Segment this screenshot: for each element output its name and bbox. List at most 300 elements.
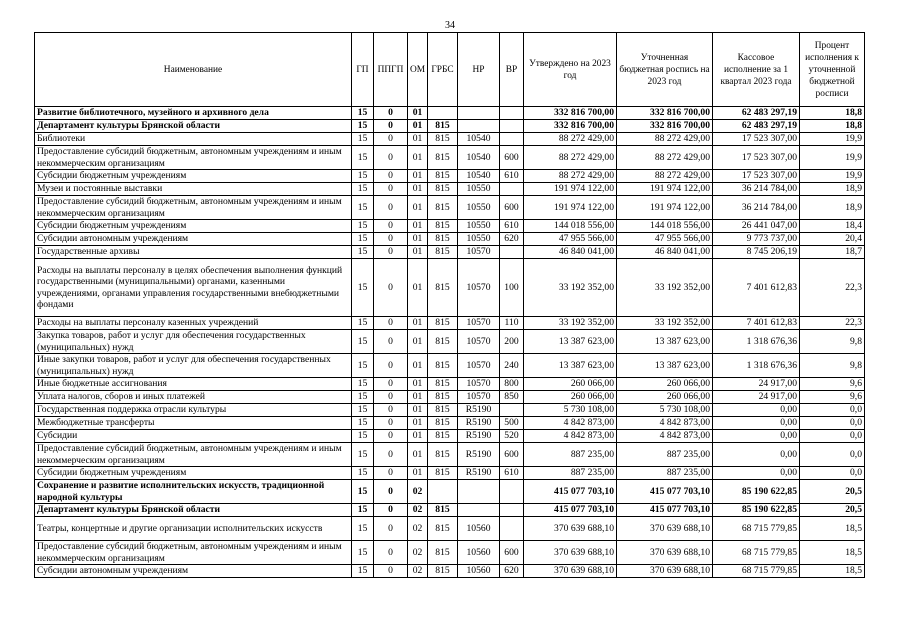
column-header: ОМ	[408, 33, 428, 107]
cell-om: 01	[408, 404, 428, 417]
cell-percent: 18,5	[800, 517, 865, 541]
table-row	[35, 480, 865, 504]
cell-executed: 17 523 307,00	[713, 170, 800, 183]
cell-approved: 370 639 688,10	[524, 541, 617, 565]
cell-om: 01	[408, 467, 428, 480]
cell-ppgp: 0	[374, 480, 408, 504]
cell-gp: 15	[352, 246, 374, 259]
cell-executed: 68 715 779,85	[713, 541, 800, 565]
row-name: Субсидии	[35, 430, 352, 443]
row-name: Театры, концертные и другие организации исполнительских искусств	[35, 517, 352, 541]
cell-gp: 15	[352, 146, 374, 170]
cell-vr	[500, 246, 524, 259]
column-header: НР	[458, 33, 500, 107]
table-row	[35, 467, 865, 480]
cell-refined: 13 387 623,00	[617, 354, 713, 378]
cell-grbs: 815	[428, 330, 458, 354]
cell-approved: 46 840 041,00	[524, 246, 617, 259]
cell-om: 01	[408, 330, 428, 354]
cell-nr: 10570	[458, 354, 500, 378]
cell-nr: 10570	[458, 378, 500, 391]
cell-percent: 18,8	[800, 120, 865, 133]
cell-om: 01	[408, 317, 428, 330]
cell-percent: 18,5	[800, 565, 865, 578]
cell-approved: 332 816 700,00	[524, 107, 617, 120]
cell-executed: 17 523 307,00	[713, 133, 800, 146]
table-row	[35, 354, 865, 378]
cell-grbs: 815	[428, 404, 458, 417]
cell-vr	[500, 120, 524, 133]
cell-nr: 10540	[458, 170, 500, 183]
cell-ppgp: 0	[374, 430, 408, 443]
cell-executed: 0,00	[713, 467, 800, 480]
cell-gp: 15	[352, 330, 374, 354]
table-row	[35, 246, 865, 259]
cell-ppgp: 0	[374, 517, 408, 541]
cell-refined: 47 955 566,00	[617, 233, 713, 246]
cell-percent: 9,6	[800, 378, 865, 391]
cell-om: 02	[408, 480, 428, 504]
cell-ppgp: 0	[374, 565, 408, 578]
cell-percent: 18,8	[800, 107, 865, 120]
cell-grbs: 815	[428, 354, 458, 378]
row-name: Государственные архивы	[35, 246, 352, 259]
cell-gp: 15	[352, 259, 374, 317]
cell-gp: 15	[352, 354, 374, 378]
cell-percent: 18,5	[800, 541, 865, 565]
cell-approved: 5 730 108,00	[524, 404, 617, 417]
cell-executed: 85 190 622,85	[713, 480, 800, 504]
cell-vr: 800	[500, 378, 524, 391]
cell-percent: 0,0	[800, 417, 865, 430]
cell-refined: 415 077 703,10	[617, 504, 713, 517]
column-header: Утверждено на 2023 год	[524, 33, 617, 107]
cell-executed: 1 318 676,36	[713, 354, 800, 378]
cell-refined: 887 235,00	[617, 443, 713, 467]
table-row	[35, 430, 865, 443]
cell-nr: 10560	[458, 541, 500, 565]
row-name: Предоставление субсидий бюджетным, автономным учреждениям и иным некоммерческим организациям	[35, 443, 352, 467]
column-header: Уточненная бюджетная роспись на 2023 год	[617, 33, 713, 107]
cell-approved: 260 066,00	[524, 391, 617, 404]
cell-percent: 18,9	[800, 183, 865, 196]
row-name: Закупка товаров, работ и услуг для обеспечения государственных (муниципальных) нужд	[35, 330, 352, 354]
cell-grbs: 815	[428, 417, 458, 430]
cell-ppgp: 0	[374, 183, 408, 196]
cell-vr: 500	[500, 417, 524, 430]
cell-grbs: 815	[428, 133, 458, 146]
table-row	[35, 378, 865, 391]
cell-grbs: 815	[428, 183, 458, 196]
table-row	[35, 133, 865, 146]
cell-refined: 370 639 688,10	[617, 541, 713, 565]
cell-ppgp: 0	[374, 107, 408, 120]
cell-percent: 19,9	[800, 133, 865, 146]
cell-grbs: 815	[428, 196, 458, 220]
cell-om: 01	[408, 391, 428, 404]
cell-om: 01	[408, 133, 428, 146]
cell-ppgp: 0	[374, 504, 408, 517]
cell-executed: 62 483 297,19	[713, 120, 800, 133]
column-header: ГП	[352, 33, 374, 107]
row-name: Государственная поддержка отрасли культуры	[35, 404, 352, 417]
cell-executed: 9 773 737,00	[713, 233, 800, 246]
cell-ppgp: 0	[374, 317, 408, 330]
table-row	[35, 170, 865, 183]
budget-table	[34, 32, 865, 578]
cell-nr: R5190	[458, 443, 500, 467]
cell-gp: 15	[352, 233, 374, 246]
cell-refined: 88 272 429,00	[617, 133, 713, 146]
cell-grbs: 815	[428, 378, 458, 391]
cell-vr	[500, 480, 524, 504]
cell-refined: 4 842 873,00	[617, 417, 713, 430]
cell-executed: 36 214 784,00	[713, 183, 800, 196]
cell-executed: 24 917,00	[713, 378, 800, 391]
row-name: Уплата налогов, сборов и иных платежей	[35, 391, 352, 404]
cell-om: 01	[408, 378, 428, 391]
cell-refined: 88 272 429,00	[617, 170, 713, 183]
cell-nr	[458, 480, 500, 504]
cell-nr: 10560	[458, 565, 500, 578]
cell-grbs: 815	[428, 259, 458, 317]
cell-executed: 0,00	[713, 443, 800, 467]
cell-executed: 8 745 206,19	[713, 246, 800, 259]
table-row	[35, 317, 865, 330]
cell-nr: 10570	[458, 391, 500, 404]
cell-om: 01	[408, 107, 428, 120]
cell-om: 01	[408, 146, 428, 170]
cell-grbs: 815	[428, 541, 458, 565]
cell-nr: 10570	[458, 330, 500, 354]
cell-approved: 144 018 556,00	[524, 220, 617, 233]
row-name: Межбюджетные трансферты	[35, 417, 352, 430]
cell-approved: 887 235,00	[524, 443, 617, 467]
cell-vr	[500, 517, 524, 541]
cell-om: 01	[408, 354, 428, 378]
table-row	[35, 196, 865, 220]
cell-nr: 10560	[458, 517, 500, 541]
cell-executed: 17 523 307,00	[713, 146, 800, 170]
cell-vr: 110	[500, 317, 524, 330]
cell-gp: 15	[352, 467, 374, 480]
cell-grbs	[428, 107, 458, 120]
cell-approved: 191 974 122,00	[524, 196, 617, 220]
cell-grbs: 815	[428, 565, 458, 578]
cell-grbs: 815	[428, 467, 458, 480]
table-row	[35, 107, 865, 120]
cell-ppgp: 0	[374, 233, 408, 246]
cell-percent: 18,7	[800, 246, 865, 259]
table-row	[35, 391, 865, 404]
row-name: Субсидии бюджетным учреждениям	[35, 220, 352, 233]
cell-gp: 15	[352, 196, 374, 220]
table-row	[35, 220, 865, 233]
cell-refined: 370 639 688,10	[617, 517, 713, 541]
cell-nr: R5190	[458, 467, 500, 480]
cell-percent: 0,0	[800, 467, 865, 480]
row-name: Сохранение и развитие исполнительских искусств, традиционной народной культуры	[35, 480, 352, 504]
cell-executed: 24 917,00	[713, 391, 800, 404]
table-row	[35, 443, 865, 467]
cell-approved: 88 272 429,00	[524, 133, 617, 146]
cell-approved: 33 192 352,00	[524, 259, 617, 317]
cell-ppgp: 0	[374, 259, 408, 317]
cell-executed: 62 483 297,19	[713, 107, 800, 120]
table-row	[35, 120, 865, 133]
cell-grbs: 815	[428, 246, 458, 259]
cell-gp: 15	[352, 404, 374, 417]
cell-approved: 13 387 623,00	[524, 330, 617, 354]
cell-refined: 13 387 623,00	[617, 330, 713, 354]
cell-vr: 600	[500, 443, 524, 467]
cell-nr: 10570	[458, 259, 500, 317]
row-name: Музеи и постоянные выставки	[35, 183, 352, 196]
cell-nr: R5190	[458, 417, 500, 430]
cell-nr	[458, 504, 500, 517]
table-row	[35, 404, 865, 417]
table-row	[35, 517, 865, 541]
cell-vr	[500, 404, 524, 417]
cell-gp: 15	[352, 220, 374, 233]
row-name: Предоставление субсидий бюджетным, автономным учреждениям и иным некоммерческим организациям	[35, 146, 352, 170]
cell-vr: 610	[500, 220, 524, 233]
cell-percent: 19,9	[800, 146, 865, 170]
cell-nr: 10570	[458, 246, 500, 259]
table-row	[35, 146, 865, 170]
cell-executed: 36 214 784,00	[713, 196, 800, 220]
table-row	[35, 541, 865, 565]
cell-om: 01	[408, 443, 428, 467]
cell-nr: 10540	[458, 133, 500, 146]
cell-refined: 5 730 108,00	[617, 404, 713, 417]
cell-ppgp: 0	[374, 120, 408, 133]
cell-grbs: 815	[428, 443, 458, 467]
table-row	[35, 565, 865, 578]
cell-ppgp: 0	[374, 378, 408, 391]
cell-ppgp: 0	[374, 354, 408, 378]
cell-executed: 85 190 622,85	[713, 504, 800, 517]
cell-ppgp: 0	[374, 330, 408, 354]
cell-nr: 10550	[458, 183, 500, 196]
row-name: Расходы на выплаты персоналу казенных учреждений	[35, 317, 352, 330]
cell-om: 02	[408, 565, 428, 578]
cell-ppgp: 0	[374, 404, 408, 417]
cell-vr: 610	[500, 467, 524, 480]
cell-executed: 68 715 779,85	[713, 565, 800, 578]
cell-ppgp: 0	[374, 146, 408, 170]
cell-gp: 15	[352, 517, 374, 541]
cell-vr: 850	[500, 391, 524, 404]
cell-ppgp: 0	[374, 467, 408, 480]
cell-refined: 415 077 703,10	[617, 480, 713, 504]
cell-grbs	[428, 480, 458, 504]
cell-vr	[500, 107, 524, 120]
cell-percent: 0,0	[800, 443, 865, 467]
cell-nr: 10550	[458, 196, 500, 220]
cell-percent: 22,3	[800, 317, 865, 330]
cell-ppgp: 0	[374, 391, 408, 404]
cell-ppgp: 0	[374, 417, 408, 430]
cell-executed: 7 401 612,83	[713, 317, 800, 330]
cell-nr: R5190	[458, 404, 500, 417]
row-name: Департамент культуры Брянской области	[35, 120, 352, 133]
cell-approved: 33 192 352,00	[524, 317, 617, 330]
cell-approved: 415 077 703,10	[524, 504, 617, 517]
cell-gp: 15	[352, 170, 374, 183]
row-name: Библиотеки	[35, 133, 352, 146]
cell-percent: 19,9	[800, 170, 865, 183]
cell-vr: 600	[500, 541, 524, 565]
cell-refined: 260 066,00	[617, 391, 713, 404]
cell-vr: 600	[500, 196, 524, 220]
cell-refined: 191 974 122,00	[617, 183, 713, 196]
cell-om: 01	[408, 430, 428, 443]
cell-om: 02	[408, 504, 428, 517]
cell-percent: 20,4	[800, 233, 865, 246]
cell-gp: 15	[352, 565, 374, 578]
cell-approved: 370 639 688,10	[524, 565, 617, 578]
cell-refined: 33 192 352,00	[617, 259, 713, 317]
cell-grbs: 815	[428, 233, 458, 246]
row-name: Иные бюджетные ассигнования	[35, 378, 352, 391]
column-header: Процент исполнения к уточненной бюджетной росписи	[800, 33, 865, 107]
cell-refined: 46 840 041,00	[617, 246, 713, 259]
cell-grbs: 815	[428, 504, 458, 517]
cell-gp: 15	[352, 430, 374, 443]
cell-gp: 15	[352, 133, 374, 146]
cell-gp: 15	[352, 107, 374, 120]
cell-percent: 0,0	[800, 430, 865, 443]
row-name: Иные закупки товаров, работ и услуг для обеспечения государственных (муниципальных) нужд	[35, 354, 352, 378]
row-name: Субсидии бюджетным учреждениям	[35, 467, 352, 480]
cell-ppgp: 0	[374, 443, 408, 467]
cell-vr: 240	[500, 354, 524, 378]
cell-percent: 9,8	[800, 354, 865, 378]
cell-percent: 0,0	[800, 404, 865, 417]
cell-nr: R5190	[458, 430, 500, 443]
cell-om: 01	[408, 220, 428, 233]
cell-vr: 600	[500, 146, 524, 170]
cell-refined: 33 192 352,00	[617, 317, 713, 330]
cell-nr: 10570	[458, 317, 500, 330]
cell-nr: 10550	[458, 220, 500, 233]
cell-nr	[458, 107, 500, 120]
cell-gp: 15	[352, 480, 374, 504]
cell-approved: 191 974 122,00	[524, 183, 617, 196]
cell-gp: 15	[352, 443, 374, 467]
cell-om: 01	[408, 233, 428, 246]
cell-vr: 620	[500, 565, 524, 578]
table-row	[35, 330, 865, 354]
cell-gp: 15	[352, 183, 374, 196]
cell-refined: 88 272 429,00	[617, 146, 713, 170]
cell-grbs: 815	[428, 517, 458, 541]
cell-executed: 68 715 779,85	[713, 517, 800, 541]
cell-refined: 332 816 700,00	[617, 107, 713, 120]
cell-ppgp: 0	[374, 220, 408, 233]
table-body	[35, 107, 865, 578]
cell-approved: 887 235,00	[524, 467, 617, 480]
cell-percent: 9,6	[800, 391, 865, 404]
cell-grbs: 815	[428, 391, 458, 404]
cell-percent: 9,8	[800, 330, 865, 354]
cell-om: 02	[408, 517, 428, 541]
cell-vr	[500, 133, 524, 146]
cell-executed: 0,00	[713, 417, 800, 430]
row-name: Расходы на выплаты персоналу в целях обеспечения выполнения функций государственными (муниципальными) органами, казенными учреждениями, органами управления государственными внебюджетными фондами	[35, 259, 352, 317]
cell-grbs: 815	[428, 220, 458, 233]
cell-grbs: 815	[428, 146, 458, 170]
page-number: 34	[445, 20, 455, 31]
cell-gp: 15	[352, 378, 374, 391]
row-name: Развитие библиотечного, музейного и архивного дела	[35, 107, 352, 120]
table-header-row	[35, 33, 865, 107]
cell-refined: 332 816 700,00	[617, 120, 713, 133]
cell-grbs: 815	[428, 317, 458, 330]
cell-vr	[500, 504, 524, 517]
cell-grbs: 815	[428, 430, 458, 443]
cell-gp: 15	[352, 317, 374, 330]
table-row	[35, 259, 865, 317]
row-name: Предоставление субсидий бюджетным, автономным учреждениям и иным некоммерческим организациям	[35, 541, 352, 565]
table-row	[35, 183, 865, 196]
table-row	[35, 417, 865, 430]
column-header: Кассовое исполнение за 1 квартал 2023 года	[713, 33, 800, 107]
cell-om: 01	[408, 183, 428, 196]
cell-percent: 18,4	[800, 220, 865, 233]
row-name: Департамент культуры Брянской области	[35, 504, 352, 517]
row-name: Предоставление субсидий бюджетным, автономным учреждениям и иным некоммерческим организациям	[35, 196, 352, 220]
cell-approved: 4 842 873,00	[524, 417, 617, 430]
cell-ppgp: 0	[374, 133, 408, 146]
cell-executed: 1 318 676,36	[713, 330, 800, 354]
cell-approved: 370 639 688,10	[524, 517, 617, 541]
cell-refined: 144 018 556,00	[617, 220, 713, 233]
cell-grbs: 815	[428, 170, 458, 183]
cell-refined: 4 842 873,00	[617, 430, 713, 443]
row-name: Субсидии автономным учреждениям	[35, 565, 352, 578]
cell-gp: 15	[352, 417, 374, 430]
cell-percent: 20,5	[800, 480, 865, 504]
cell-ppgp: 0	[374, 170, 408, 183]
cell-nr: 10550	[458, 233, 500, 246]
cell-nr	[458, 120, 500, 133]
cell-refined: 887 235,00	[617, 467, 713, 480]
cell-gp: 15	[352, 120, 374, 133]
cell-gp: 15	[352, 541, 374, 565]
cell-executed: 26 441 047,00	[713, 220, 800, 233]
cell-om: 01	[408, 417, 428, 430]
cell-approved: 88 272 429,00	[524, 170, 617, 183]
cell-vr: 100	[500, 259, 524, 317]
cell-approved: 4 842 873,00	[524, 430, 617, 443]
cell-vr	[500, 183, 524, 196]
cell-refined: 191 974 122,00	[617, 196, 713, 220]
cell-om: 01	[408, 196, 428, 220]
column-header: Наименование	[35, 33, 352, 107]
cell-refined: 370 639 688,10	[617, 565, 713, 578]
cell-om: 01	[408, 259, 428, 317]
cell-grbs: 815	[428, 120, 458, 133]
cell-nr: 10540	[458, 146, 500, 170]
row-name: Субсидии автономным учреждениям	[35, 233, 352, 246]
cell-executed: 7 401 612,83	[713, 259, 800, 317]
cell-om: 01	[408, 170, 428, 183]
table-row	[35, 233, 865, 246]
cell-ppgp: 0	[374, 196, 408, 220]
column-header: ГРБС	[428, 33, 458, 107]
